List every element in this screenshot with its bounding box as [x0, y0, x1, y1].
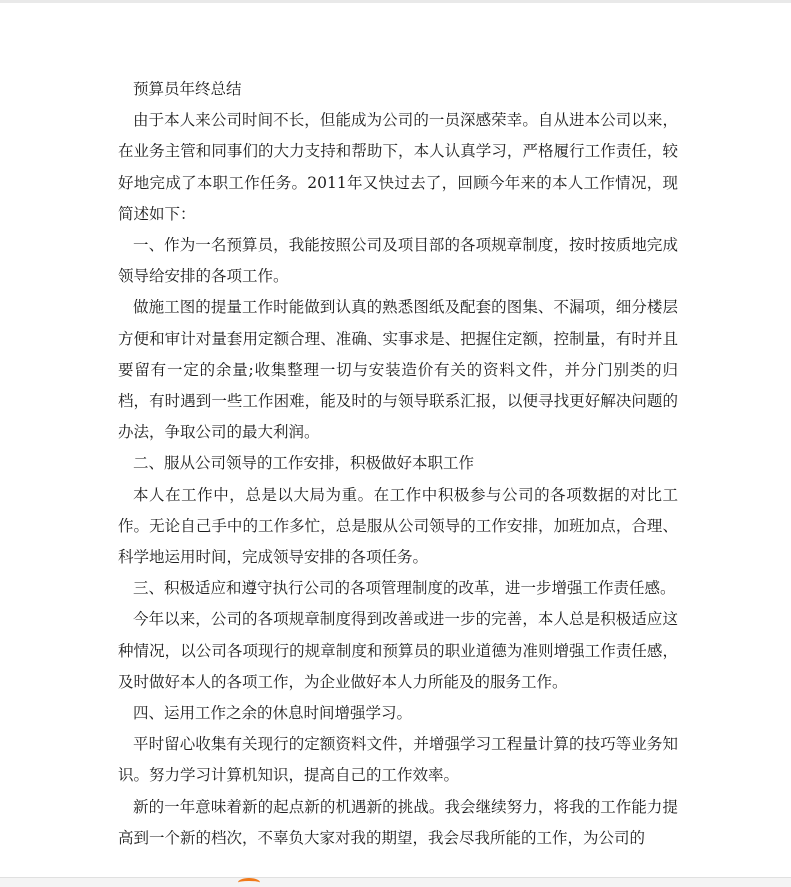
top-divider	[0, 0, 791, 3]
paragraph-closing: 新的一年意味着新的起点新的机遇新的挑战。我会继续努力，将我的工作能力提高到一个新的档次，不辜负大家对我的期望，我会尽我所能的工作，为公司的	[118, 797, 678, 847]
document-title: 预算员年终总结	[133, 80, 242, 98]
paragraph-section-2-heading: 二、服从公司领导的工作安排，积极做好本职工作	[133, 454, 475, 473]
paragraph-intro: 由于本人来公司时间不长，但能成为公司的一员深感荣幸。自从进本公司以来，在业务主管和同事们的大力支持和帮助下，本人认真学习，严格履行工作责任，较好地完成了本职工作任务。2011年又快过去了，回顾今年来的本人工作情况，现简述如下：	[118, 111, 678, 223]
paragraph-section-4-body: 平时留心收集有关现行的定额资料文件，并增强学习工程量计算的技巧等业务知识。努力学习计算机知识，提高自己的工作效率。	[118, 735, 678, 785]
paragraph-section-4-heading: 四、运用工作之余的休息时间增强学习。	[133, 704, 413, 723]
logo-arc-icon	[238, 878, 260, 887]
paragraph-section-3-heading: 三、积极适应和遵守执行公司的各项管理制度的改革，进一步增强工作责任感。	[133, 579, 676, 598]
bottom-toolbar-edge	[0, 877, 791, 887]
paragraph-section-1-heading: 一、作为一名预算员，我能按照公司及项目部的各项规章制度，按时按质地完成领导给安排的各项工作。	[118, 236, 678, 286]
document-body	[118, 74, 678, 854]
paragraph-section-3-body: 今年以来，公司的各项规章制度得到改善或进一步的完善，本人总是积极适应这种情况，以公司各项现行的规章制度和预算员的职业道德为准则增强工作责任感，及时做好本人的各项工作，为企业做好本人力所能及的服务工作。	[118, 610, 678, 691]
paragraph-section-1-body: 做施工图的提量工作时能做到认真的熟悉图纸及配套的图集、不漏项，细分楼层方便和审计对量套用定额合理、准确、实事求是、把握住定额，控制量，有时并且要留有一定的余量;收集整理一切与安装造价有关的资料文件，并分门别类的归档，有时遇到一些工作困难，能及时的与领导联系汇报，以便寻找更好解决问题的办法，争取公司的最大利润。	[118, 298, 678, 442]
paragraph-section-2-body: 本人在工作中，总是以大局为重。在工作中积极参与公司的各项数据的对比工作。无论自己手中的工作多忙，总是服从公司领导的工作安排，加班加点，合理、科学地运用时间，完成领导安排的各项任务。	[118, 485, 678, 567]
